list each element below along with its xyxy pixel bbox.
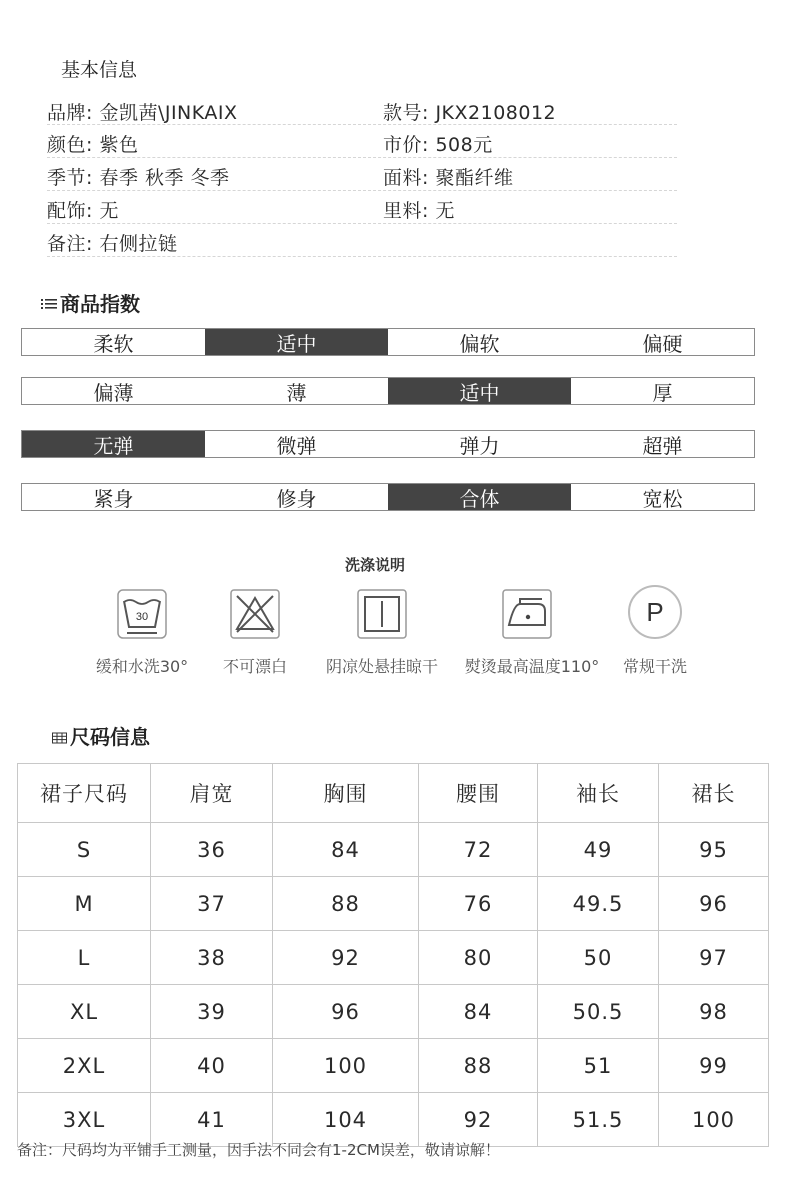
index-option-selected: 无弹 [22, 431, 205, 457]
size-info-header [52, 721, 150, 750]
table-cell: 80 [419, 931, 538, 985]
info-remark: 备注: 右侧拉链 [47, 233, 178, 255]
table-row [18, 1039, 769, 1093]
table-cell: L [18, 931, 151, 985]
size-info-title: 尺码信息 [70, 725, 150, 749]
table-cell: 40 [151, 1039, 273, 1093]
table-row [18, 877, 769, 931]
product-index-header [41, 288, 140, 317]
washing-title: 洗涤说明 [345, 556, 406, 574]
index-option: 修身 [276, 486, 317, 511]
index-option: 超弹 [642, 433, 683, 458]
index-option: 偏软 [459, 331, 500, 356]
table-cell: 98 [659, 985, 769, 1039]
table-cell: 50 [538, 931, 659, 985]
basic-info-title: 基本信息 [61, 59, 138, 81]
index-option: 微弹 [276, 433, 317, 458]
table-cell: 96 [659, 877, 769, 931]
index-option: 宽松 [642, 486, 683, 511]
column-header: 肩宽 [151, 764, 273, 823]
divider [47, 190, 677, 191]
index-row-softness [21, 328, 755, 356]
table-cell: 96 [273, 985, 419, 1039]
info-brand: 品牌: 金凯茜\JINKAIX [47, 102, 238, 124]
info-season: 季节: 春季 秋季 冬季 [47, 167, 230, 189]
info-lining: 里料: 无 [383, 200, 455, 222]
table-cell: 3XL [18, 1093, 151, 1147]
table-row [18, 985, 769, 1039]
info-color: 颜色: 紫色 [47, 134, 139, 156]
no-bleach-label: 不可漂白 [222, 657, 287, 676]
table-cell: 72 [419, 823, 538, 877]
table-cell: 51 [538, 1039, 659, 1093]
table-cell: 100 [659, 1093, 769, 1147]
list-icon [41, 296, 57, 310]
table-cell: M [18, 877, 151, 931]
table-cell: 37 [151, 877, 273, 931]
column-header: 胸围 [273, 764, 419, 823]
index-row-elasticity [21, 430, 755, 458]
wash-30-icon [117, 589, 167, 639]
table-cell: 41 [151, 1093, 273, 1147]
index-option: 紧身 [93, 486, 134, 511]
index-row-thickness [21, 377, 755, 405]
table-cell: 39 [151, 985, 273, 1039]
no-bleach-icon [230, 589, 280, 639]
table-cell: 49 [538, 823, 659, 877]
table-cell: 2XL [18, 1039, 151, 1093]
table-cell: 36 [151, 823, 273, 877]
index-option: 厚 [652, 380, 673, 405]
line-dry-shade-label: 阴凉处悬挂晾干 [325, 657, 438, 676]
iron-label: 熨烫最高温度110° [464, 657, 600, 676]
column-header: 裙子尺码 [18, 764, 151, 823]
column-header: 腰围 [419, 764, 538, 823]
table-cell: 76 [419, 877, 538, 931]
dry-clean-symbol: P [646, 597, 664, 627]
iron-icon [502, 589, 552, 639]
table-cell: 50.5 [538, 985, 659, 1039]
table-header-row [18, 764, 769, 823]
table-cell: 88 [419, 1039, 538, 1093]
product-index-title: 商品指数 [60, 292, 140, 316]
index-option-selected: 适中 [388, 378, 571, 404]
table-cell: 84 [273, 823, 419, 877]
info-accessory: 配饰: 无 [47, 200, 119, 222]
index-row-fit [21, 483, 755, 511]
info-price: 市价: 508元 [383, 134, 493, 156]
table-cell: 104 [273, 1093, 419, 1147]
table-cell: 84 [419, 985, 538, 1039]
table-cell: S [18, 823, 151, 877]
table-cell: 100 [273, 1039, 419, 1093]
table-cell: 95 [659, 823, 769, 877]
column-header: 裙长 [659, 764, 769, 823]
divider [47, 223, 677, 224]
table-cell: XL [18, 985, 151, 1039]
table-icon [52, 729, 67, 743]
index-option: 偏硬 [642, 331, 683, 356]
wash-temp-symbol: 30 [135, 611, 149, 623]
index-option: 柔软 [93, 331, 134, 356]
divider [47, 157, 677, 158]
size-note: 备注：尺码均为平铺手工测量，因手法不同会有1-2CM误差，敬请谅解！ [17, 1141, 500, 1159]
table-cell: 99 [659, 1039, 769, 1093]
dry-clean-label: 常规干洗 [622, 657, 687, 676]
info-fabric: 面料: 聚酯纤维 [383, 167, 514, 189]
wash-30-label: 缓和水洗30° [95, 657, 189, 676]
index-option-selected: 合体 [388, 484, 571, 510]
table-row [18, 823, 769, 877]
table-cell: 92 [419, 1093, 538, 1147]
table-cell: 88 [273, 877, 419, 931]
table-cell: 49.5 [538, 877, 659, 931]
index-option-selected: 适中 [205, 329, 388, 355]
table-row [18, 931, 769, 985]
divider [47, 124, 677, 125]
table-cell: 97 [659, 931, 769, 985]
table-cell: 92 [273, 931, 419, 985]
dry-clean-icon [627, 584, 683, 640]
index-option: 偏薄 [93, 380, 134, 405]
index-option: 弹力 [459, 433, 500, 458]
line-dry-shade-icon [357, 589, 407, 639]
index-option: 薄 [286, 380, 307, 405]
info-style-number: 款号: JKX2108012 [383, 102, 557, 124]
table-cell: 51.5 [538, 1093, 659, 1147]
column-header: 袖长 [538, 764, 659, 823]
divider [47, 256, 677, 257]
table-cell: 38 [151, 931, 273, 985]
size-table [17, 763, 769, 1147]
